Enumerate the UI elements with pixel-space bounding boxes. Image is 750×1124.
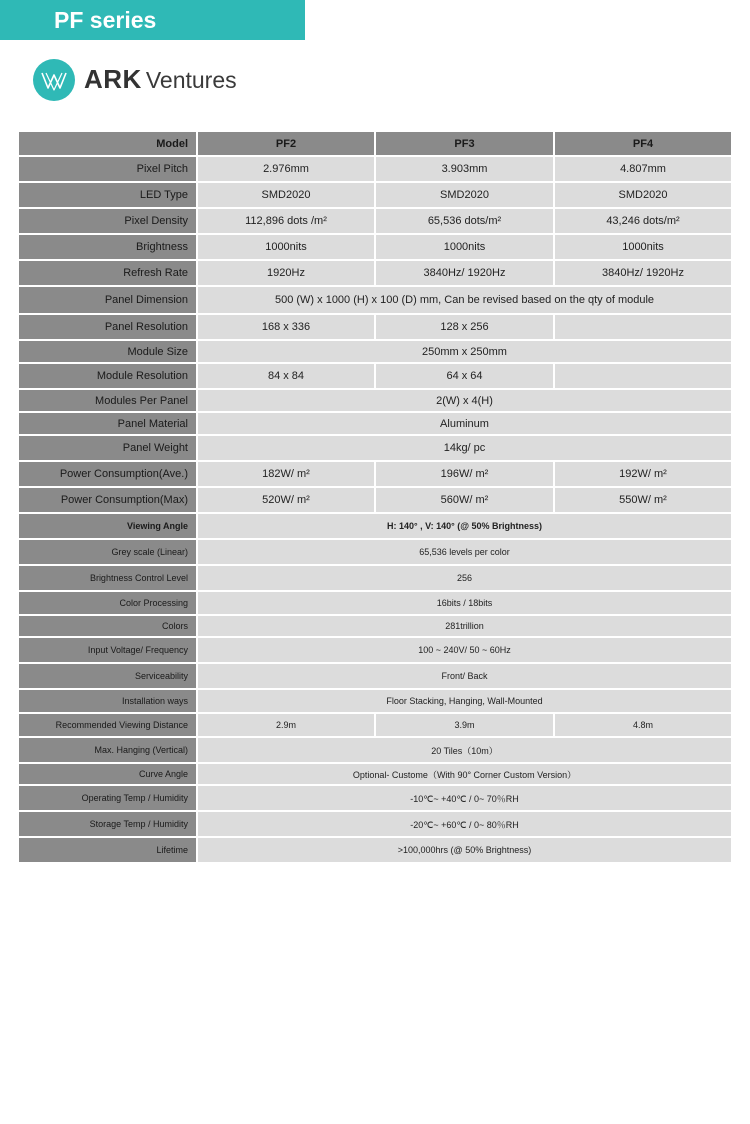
row-label: Grey scale (Linear) [19, 540, 198, 566]
row-label: Refresh Rate [19, 261, 198, 287]
table-row [19, 566, 733, 592]
row-value: 2.9m [198, 714, 376, 738]
row-value: 550W/ m² [555, 488, 733, 514]
row-value: 3840Hz/ 1920Hz [555, 261, 733, 287]
row-value: 3840Hz/ 1920Hz [376, 261, 555, 287]
table-row [19, 638, 733, 664]
table-row [19, 341, 733, 364]
table-row [19, 209, 733, 235]
row-value: 43,246 dots/m² [555, 209, 733, 235]
row-value: 4.807mm [555, 157, 733, 183]
row-value [555, 364, 733, 390]
row-label: Viewing Angle [19, 514, 198, 540]
row-value: Floor Stacking, Hanging, Wall-Mounted [198, 690, 733, 714]
row-value: 520W/ m² [198, 488, 376, 514]
row-value: 1920Hz [198, 261, 376, 287]
row-value [555, 315, 733, 341]
row-value: 196W/ m² [376, 462, 555, 488]
header-cell: PF4 [555, 132, 733, 157]
spec-table [19, 132, 733, 864]
row-value: 112,896 dots /m² [198, 209, 376, 235]
row-label: Panel Material [19, 413, 198, 436]
row-value: 3.903mm [376, 157, 555, 183]
table-row [19, 390, 733, 413]
row-value: 1000nits [376, 235, 555, 261]
row-label: Max. Hanging (Vertical) [19, 738, 198, 764]
row-value: 14kg/ pc [198, 436, 733, 462]
row-label: Brightness [19, 235, 198, 261]
row-label: Input Voltage/ Frequency [19, 638, 198, 664]
table-row [19, 261, 733, 287]
ark-logo-icon [33, 59, 75, 101]
table-row [19, 183, 733, 209]
table-row [19, 714, 733, 738]
table-row [19, 838, 733, 864]
brand-name-bold: ARK [84, 64, 142, 94]
row-value: 256 [198, 566, 733, 592]
brand-name [84, 64, 237, 95]
header-cell: PF3 [376, 132, 555, 157]
row-label: Operating Temp / Humidity [19, 786, 198, 812]
table-row [19, 514, 733, 540]
row-value: 192W/ m² [555, 462, 733, 488]
row-label: Pixel Pitch [19, 157, 198, 183]
table-row [19, 738, 733, 764]
row-value: -20℃~ +60℃ / 0~ 80％RH [198, 812, 733, 838]
row-label: Storage Temp / Humidity [19, 812, 198, 838]
row-value: H: 140° , V: 140° (@ 50% Brightness) [198, 514, 733, 540]
row-value: SMD2020 [376, 183, 555, 209]
row-value: 500 (W) x 1000 (H) x 100 (D) mm, Can be revised based on the qty of module [198, 287, 733, 315]
row-label: Brightness Control Level [19, 566, 198, 592]
row-value: 182W/ m² [198, 462, 376, 488]
row-label: Pixel Density [19, 209, 198, 235]
row-value: 2.976mm [198, 157, 376, 183]
table-row [19, 436, 733, 462]
row-value: Aluminum [198, 413, 733, 436]
row-value: SMD2020 [198, 183, 376, 209]
row-value: 65,536 levels per color [198, 540, 733, 566]
table-row [19, 287, 733, 315]
row-value: 2(W) x 4(H) [198, 390, 733, 413]
row-label: Module Size [19, 341, 198, 364]
table-row [19, 616, 733, 638]
brand-name-light: Ventures [145, 67, 237, 93]
row-value: 168 x 336 [198, 315, 376, 341]
table-header-row [19, 132, 733, 157]
row-value: -10℃~ +40℃ / 0~ 70％RH [198, 786, 733, 812]
table-row [19, 690, 733, 714]
table-row [19, 413, 733, 436]
table-row [19, 664, 733, 690]
table-row [19, 315, 733, 341]
row-value: >100,000hrs (@ 50% Brightness) [198, 838, 733, 864]
row-label: Power Consumption(Ave.) [19, 462, 198, 488]
table-row [19, 462, 733, 488]
row-label: Power Consumption(Max) [19, 488, 198, 514]
row-value: 20 Tiles（10m） [198, 738, 733, 764]
series-banner [0, 0, 305, 40]
row-value: 84 x 84 [198, 364, 376, 390]
row-value: Optional- Custome（With 90° Corner Custom Version） [198, 764, 733, 786]
row-label: Recommended Viewing Distance [19, 714, 198, 738]
series-title: PF series [54, 7, 157, 33]
row-label: Curve Angle [19, 764, 198, 786]
row-value: 1000nits [555, 235, 733, 261]
row-value: Front/ Back [198, 664, 733, 690]
table-row [19, 786, 733, 812]
row-value: 100 ~ 240V/ 50 ~ 60Hz [198, 638, 733, 664]
row-label: Panel Weight [19, 436, 198, 462]
row-value: 281trillion [198, 616, 733, 638]
row-label: Colors [19, 616, 198, 638]
row-label: Color Processing [19, 592, 198, 616]
row-label: LED Type [19, 183, 198, 209]
row-label: Module Resolution [19, 364, 198, 390]
row-label: Panel Dimension [19, 287, 198, 315]
row-label: Panel Resolution [19, 315, 198, 341]
header-cell: Model [19, 132, 198, 157]
row-label: Installation ways [19, 690, 198, 714]
table-row [19, 488, 733, 514]
table-row [19, 540, 733, 566]
row-label: Serviceability [19, 664, 198, 690]
row-value: 250mm x 250mm [198, 341, 733, 364]
row-label: Modules Per Panel [19, 390, 198, 413]
row-value: 128 x 256 [376, 315, 555, 341]
table-row [19, 157, 733, 183]
row-label: Lifetime [19, 838, 198, 864]
header-cell: PF2 [198, 132, 376, 157]
row-value: 3.9m [376, 714, 555, 738]
row-value: 64 x 64 [376, 364, 555, 390]
table-row [19, 812, 733, 838]
table-row [19, 764, 733, 786]
row-value: 1000nits [198, 235, 376, 261]
row-value: 4.8m [555, 714, 733, 738]
table-row [19, 592, 733, 616]
table-row [19, 364, 733, 390]
row-value: SMD2020 [555, 183, 733, 209]
row-value: 560W/ m² [376, 488, 555, 514]
table-row [19, 235, 733, 261]
row-value: 16bits / 18bits [198, 592, 733, 616]
row-value: 65,536 dots/m² [376, 209, 555, 235]
